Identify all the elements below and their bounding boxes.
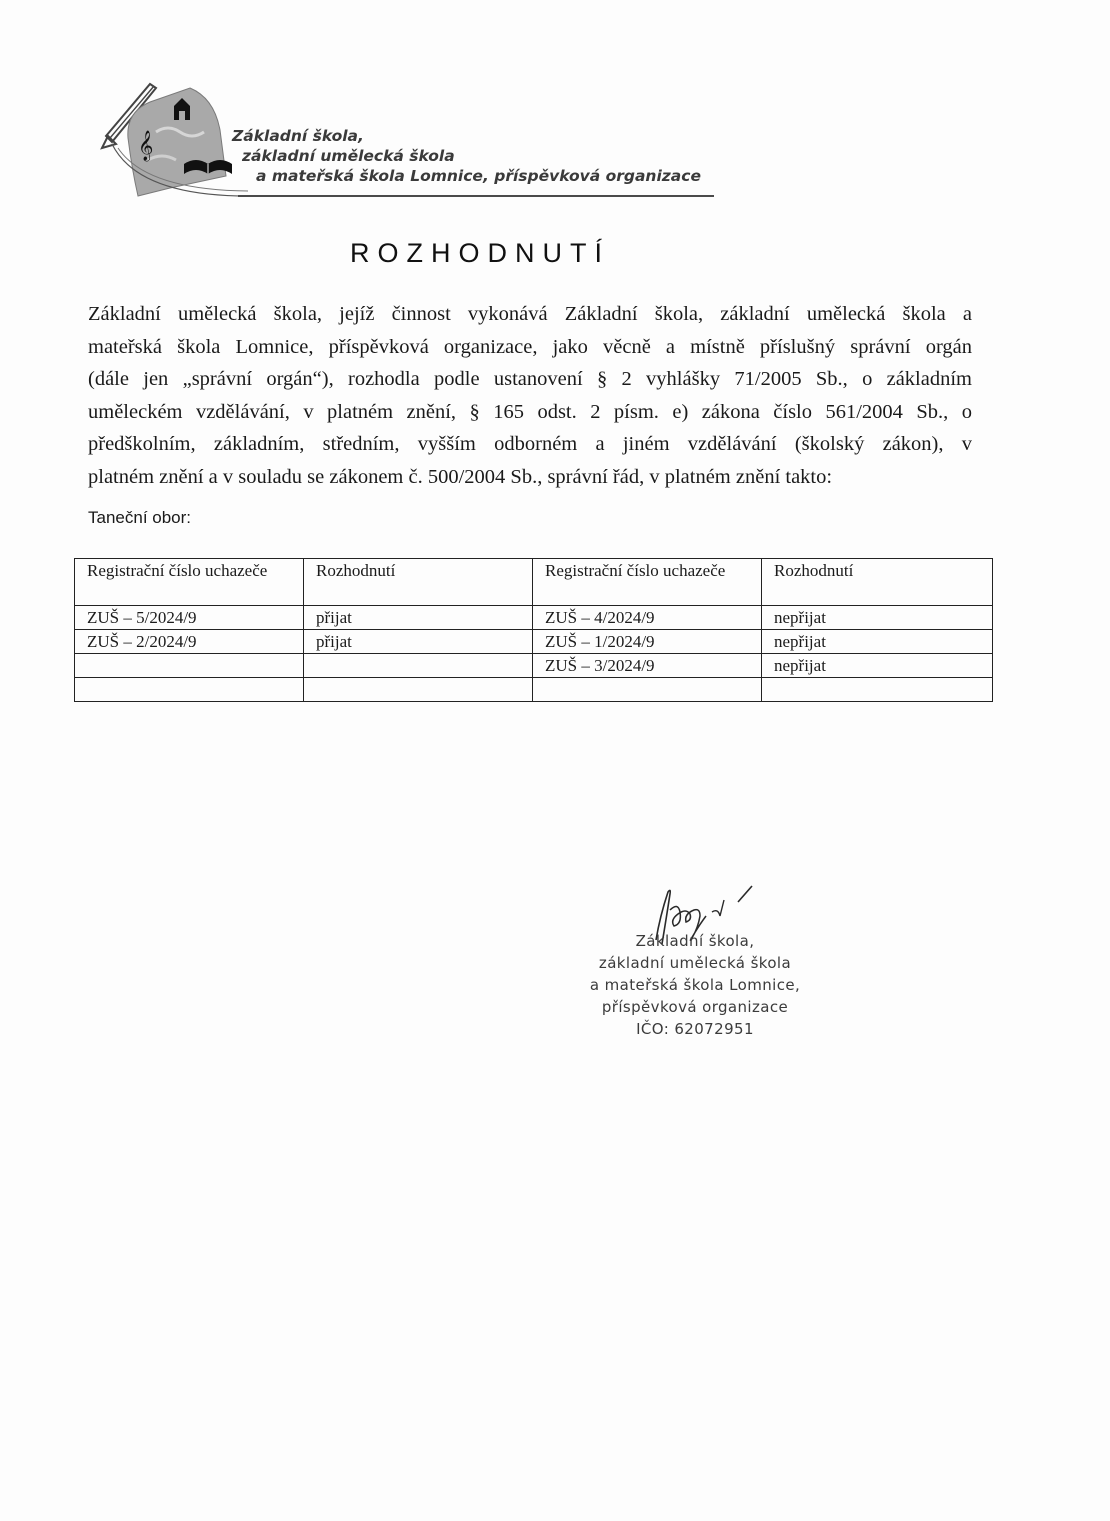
stamp-line-2: základní umělecká škola [598, 954, 792, 972]
stamp-line-1: Základní škola, [635, 932, 755, 950]
table-cell: ZUŠ – 4/2024/9 [533, 606, 762, 630]
table-cell [762, 678, 993, 702]
table-row [75, 654, 993, 678]
header-registration-number: Registrační číslo uchazeče [533, 559, 762, 606]
letterhead-organization [232, 126, 701, 186]
header-registration-number: Registrační číslo uchazeče [75, 559, 304, 606]
letterhead-divider [238, 195, 714, 197]
organization-stamp [540, 930, 850, 1040]
table-cell: nepřijat [762, 654, 993, 678]
table-cell: nepřijat [762, 630, 993, 654]
stamp-line-5: IČO: 62072951 [636, 1020, 754, 1038]
decisions-table [74, 558, 993, 702]
table-cell: přijat [304, 630, 533, 654]
table-row [75, 630, 993, 654]
paragraph-line: předškolním, základním, středním, vyšším odborném a jiném vzdělávání (školský zákon), v [88, 433, 972, 455]
letterhead-line-3: a mateřská škola Lomnice, příspěvková organizace [256, 167, 701, 185]
paragraph-line: platném znění a v souladu se zákonem č. 500/2004 Sb., správní řád, v platném znění takto: [88, 465, 833, 488]
school-logo-icon [98, 78, 248, 200]
paragraph-line: mateřská škola Lomnice, příspěvková organizace, jako věcně a místně příslušný správní orgán [88, 335, 972, 358]
table-cell: ZUŠ – 2/2024/9 [75, 630, 304, 654]
stamp-line-4: příspěvková organizace [601, 998, 789, 1016]
document-title: ROZHODNUTÍ [350, 238, 610, 268]
table-cell: přijat [304, 606, 533, 630]
paragraph-line: (dále jen „správní orgán“), rozhodla podle ustanovení § 2 vyhlášky 71/2005 Sb., o základním [88, 368, 972, 390]
section-label: Taneční obor: [88, 508, 192, 527]
paragraph-line: Základní umělecká škola, jejíž činnost vykonává Základní škola, základní umělecká škola a [88, 303, 972, 325]
decision-paragraph [88, 298, 972, 493]
header-decision: Rozhodnutí [762, 559, 993, 606]
table-cell [75, 654, 304, 678]
table-cell: ZUŠ – 1/2024/9 [533, 630, 762, 654]
table-cell [533, 678, 762, 702]
table-header-row [75, 559, 993, 606]
table-cell: ZUŠ – 3/2024/9 [533, 654, 762, 678]
table-cell [75, 678, 304, 702]
table-cell [304, 654, 533, 678]
table-cell: nepřijat [762, 606, 993, 630]
letterhead-line-1: Základní škola, [232, 127, 364, 145]
table-cell [304, 678, 533, 702]
paragraph-line: uměleckém vzdělávání, v platném znění, § 165 odst. 2 písm. e) zákona číslo 561/2004 Sb., o [88, 400, 972, 423]
table-cell: ZUŠ – 5/2024/9 [75, 606, 304, 630]
table-row [75, 678, 993, 702]
table-row [75, 606, 993, 630]
header-decision: Rozhodnutí [304, 559, 533, 606]
letterhead-line-2: základní umělecká škola [242, 147, 455, 165]
svg-text:𝄞: 𝄞 [138, 131, 154, 161]
stamp-line-3: a mateřská škola Lomnice, [589, 976, 801, 994]
